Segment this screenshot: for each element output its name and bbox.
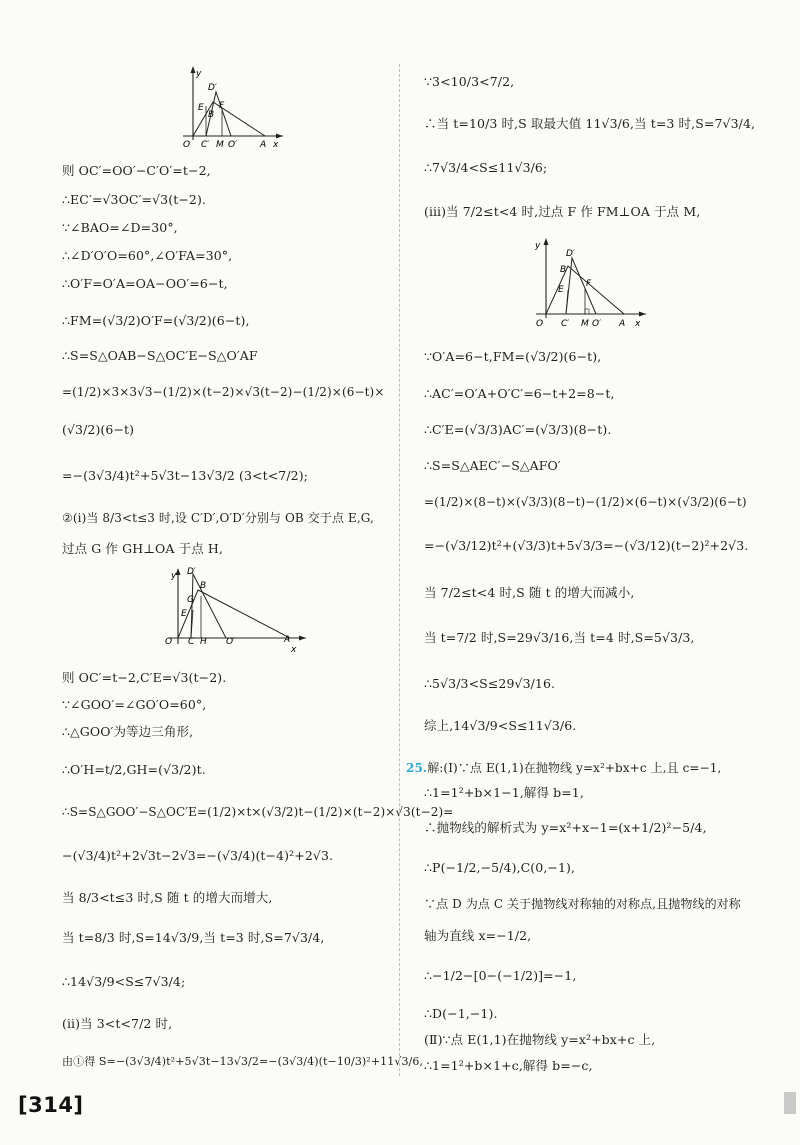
- fig1-label-D: D′: [208, 83, 217, 93]
- fig1-label-O: O: [183, 140, 191, 150]
- right-line-16: ∴1=1²+b×1−1,解得 b=1,: [424, 785, 584, 800]
- right-line-11: 当 7/2≤t<4 时,S 随 t 的增大而减小,: [424, 585, 635, 600]
- fig3-label-O: O: [536, 319, 544, 329]
- left-line-10: =−(3√3/4)t²+5√3t−13√3/2 (3<t<7/2);: [62, 468, 308, 483]
- right-line-12: 当 t=7/2 时,S=29√3/16,当 t=4 时,S=5√3/3,: [424, 630, 695, 645]
- fig2-label-y: y: [171, 571, 177, 581]
- left-line-8: =(1/2)×3×3√3−(1/2)×(t−2)×√3(t−2)−(1/2)×(6−t)×: [62, 385, 385, 399]
- right-line-23: (Ⅱ)∵点 E(1,1)在抛物线 y=x²+bx+c 上,: [424, 1032, 656, 1047]
- right-line-17: ∴抛物线的解析式为 y=x²+x−1=(x+1/2)²−5/4,: [424, 820, 707, 835]
- question-number: 25.: [406, 761, 428, 775]
- left-line-14: ∵∠GOO′=∠GO′O=60°,: [62, 697, 207, 712]
- right-line-18: ∴P(−1/2,−5/4),C(0,−1),: [424, 860, 576, 875]
- left-line-11: ②(ⅰ)当 8/3<t≤3 时,设 C′D′,O′D′分别与 OB 交于点 E,G,: [62, 511, 374, 525]
- fig3-label-y: y: [535, 241, 541, 251]
- fig2-label-B: B: [200, 581, 207, 591]
- fig2-label-D: D′: [187, 567, 196, 577]
- right-line-22: ∴D(−1,−1).: [424, 1006, 498, 1021]
- left-line-3: ∵∠BAO=∠D=30°,: [62, 220, 178, 235]
- fig1-label-A: A: [260, 140, 267, 150]
- left-line-16: ∴O′H=t/2,GH=(√3/2)t.: [62, 762, 206, 777]
- fig3-label-F: F: [586, 279, 592, 289]
- figure-1-svg: [175, 64, 287, 152]
- fig2-label-H: H: [200, 637, 207, 647]
- left-line-5: ∴O′F=O′A=OA−OO′=6−t,: [62, 276, 228, 291]
- figure-3-svg: [530, 236, 650, 328]
- right-line-7: ∴C′E=(√3/3)AC′=(√3/3)(8−t).: [424, 422, 612, 437]
- right-line-8: ∴S=S△AEC′−S△AFO′: [424, 458, 561, 473]
- figure-2-svg: [160, 566, 310, 656]
- right-line-1: ∵3<10/3<7/2,: [424, 74, 515, 89]
- fig1-label-C: C′: [201, 140, 210, 150]
- fig3-label-x: x: [635, 319, 641, 329]
- fig1-label-F: F: [219, 101, 225, 111]
- left-line-12: 过点 G 作 GH⊥OA 于点 H,: [62, 541, 223, 556]
- figure-3: [530, 236, 650, 328]
- fig1-label-M: M: [216, 140, 224, 150]
- right-line-15: [406, 760, 721, 776]
- fig1-label-B: B: [208, 110, 215, 120]
- fig3-label-M: M: [581, 319, 589, 329]
- left-line-9: (√3/2)(6−t): [62, 422, 135, 437]
- right-line-20: 轴为直线 x=−1/2,: [424, 928, 532, 943]
- right-line-3: ∴7√3/4<S≤11√3/6;: [424, 160, 548, 175]
- left-line-22: (ⅱ)当 3<t<7/2 时,: [62, 1016, 173, 1031]
- left-line-13: 则 OC′=t−2,C′E=√3(t−2).: [62, 670, 227, 685]
- left-line-18: −(√3/4)t²+2√3t−2√3=−(√3/4)(t−4)²+2√3.: [62, 848, 334, 863]
- right-line-6: ∴AC′=O′A+O′C′=6−t+2=8−t,: [424, 386, 615, 401]
- left-line-21: ∴14√3/9<S≤7√3/4;: [62, 974, 186, 989]
- fig2-label-x: x: [291, 645, 297, 655]
- right-line-21: ∴−1/2−[0−(−1/2)]=−1,: [424, 968, 577, 983]
- right-line-9: =(1/2)×(8−t)×(√3/3)(8−t)−(1/2)×(6−t)×(√3/2)(6−t): [424, 495, 747, 509]
- page-number: [314]: [18, 1093, 84, 1117]
- left-line-2: ∴EC′=√3OC′=√3(t−2).: [62, 192, 206, 207]
- right-line-19: ∵点 D 为点 C 关于抛物线对称轴的对称点,且抛物线的对称: [424, 897, 741, 911]
- fig2-label-O: O: [165, 637, 173, 647]
- fig2-label-O2: O′: [226, 637, 236, 647]
- right-line-5: ∵O′A=6−t,FM=(√3/2)(6−t),: [424, 349, 602, 364]
- fig3-label-A: A: [619, 319, 626, 329]
- left-line-23: 由①得 S=−(3√3/4)t²+5√3t−13√3/2=−(3√3/4)(t−10/3)²+11√3/6,: [62, 1055, 424, 1068]
- figure-1: [175, 64, 287, 152]
- left-line-1: 则 OC′=OO′−C′O′=t−2,: [62, 163, 211, 178]
- right-line-13: ∴5√3/3<S≤29√3/16.: [424, 676, 556, 691]
- fig1-label-O2: O′: [228, 140, 238, 150]
- right-line-4: (ⅲ)当 7/2≤t<4 时,过点 F 作 FM⊥OA 于点 M,: [424, 204, 701, 219]
- right-line-14: 综上,14√3/9<S≤11√3/6.: [424, 718, 577, 733]
- left-line-4: ∴∠D′O′O=60°,∠O′FA=30°,: [62, 248, 233, 263]
- left-line-6: ∴FM=(√3/2)O′F=(√3/2)(6−t),: [62, 313, 250, 328]
- q25-line-1: 解:(Ⅰ)∵点 E(1,1)在抛物线 y=x²+bx+c 上,且 c=−1,: [427, 761, 722, 775]
- fig3-label-D: D′: [566, 249, 575, 259]
- right-line-24: ∴1=1²+b×1+c,解得 b=−c,: [424, 1058, 593, 1073]
- fig2-label-C: C: [188, 637, 195, 647]
- fig3-label-B: B: [560, 265, 567, 275]
- left-line-19: 当 8/3<t≤3 时,S 随 t 的增大而增大,: [62, 890, 273, 905]
- fig3-label-O2: O′: [592, 319, 602, 329]
- fig2-label-E: E: [181, 609, 187, 619]
- column-divider: [399, 64, 400, 1076]
- left-line-7: ∴S=S△OAB−S△OC′E−S△O′AF: [62, 348, 258, 363]
- fig3-label-E: E: [558, 285, 564, 295]
- left-line-15: ∴△GOO′为等边三角形,: [62, 724, 194, 739]
- fig2-label-A: A: [284, 635, 291, 645]
- fig1-label-x: x: [273, 140, 279, 150]
- page-edge-mark: [784, 1092, 796, 1114]
- left-line-20: 当 t=8/3 时,S=14√3/9,当 t=3 时,S=7√3/4,: [62, 930, 325, 945]
- left-line-17: ∴S=S△GOO′−S△OC′E=(1/2)×t×(√3/2)t−(1/2)×(t−2)×√3(t−2)=: [62, 805, 454, 819]
- fig2-label-G: G: [187, 595, 194, 605]
- right-line-10: =−(√3/12)t²+(√3/3)t+5√3/3=−(√3/12)(t−2)²+2√3.: [424, 538, 749, 553]
- right-line-2: ∴当 t=10/3 时,S 取最大值 11√3/6,当 t=3 时,S=7√3/4,: [424, 116, 756, 131]
- fig1-label-E: E: [198, 103, 204, 113]
- fig3-label-C: C′: [561, 319, 570, 329]
- figure-2: [160, 566, 310, 656]
- fig1-label-y: y: [196, 69, 202, 79]
